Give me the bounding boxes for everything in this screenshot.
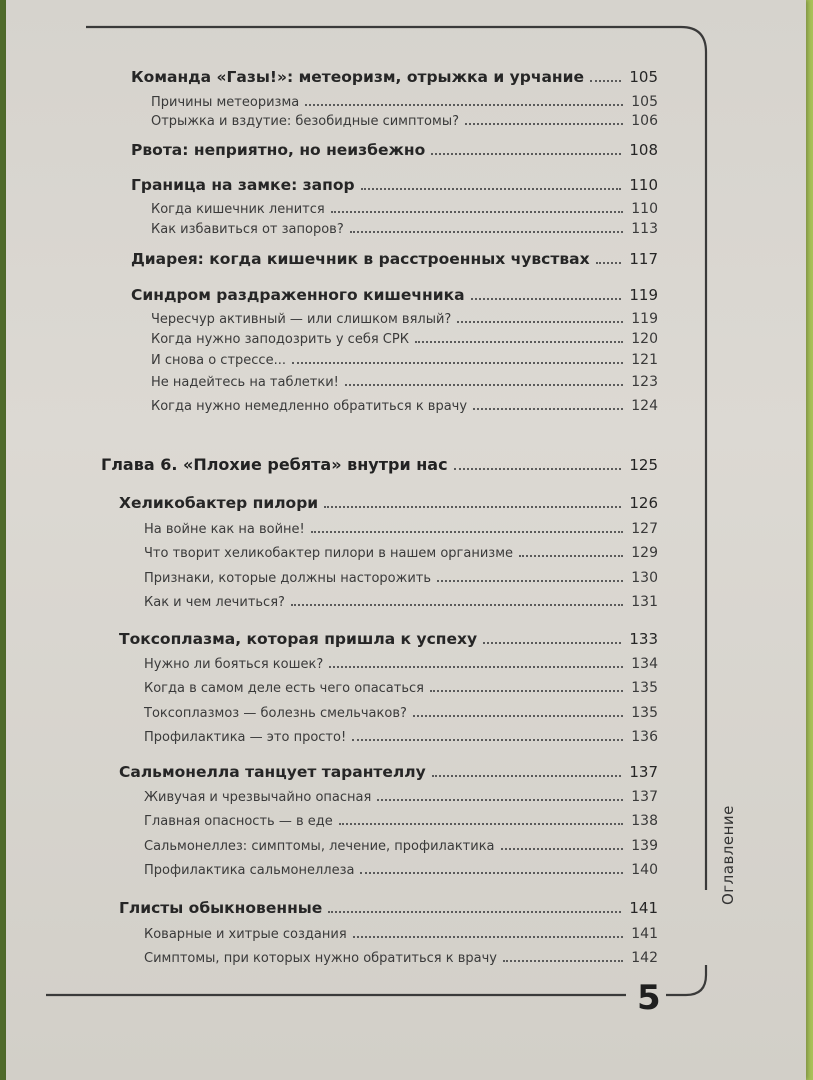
dot-leader	[432, 775, 622, 777]
dot-leader	[596, 262, 622, 264]
toc-subsection	[144, 521, 658, 537]
toc-title: Главная опасность — в еде	[144, 814, 333, 829]
toc-subsection	[144, 862, 658, 878]
toc-page-number: 139	[631, 838, 658, 854]
toc-title: Сальмонеллез: симптомы, лечение, профилактика	[144, 839, 495, 854]
toc-page-number: 110	[631, 201, 658, 217]
toc-page-number: 125	[629, 456, 658, 474]
book-page	[6, 0, 806, 1080]
dot-leader	[454, 468, 622, 470]
dot-leader	[503, 960, 623, 962]
toc-page-number: 135	[631, 705, 658, 721]
page-number: 5	[637, 978, 661, 1018]
toc-title: Когда кишечник ленится	[151, 202, 325, 217]
toc-subsection	[144, 926, 658, 942]
toc-title: Как избавиться от запоров?	[151, 222, 344, 237]
toc-page-number: 129	[631, 545, 658, 561]
toc-page-number: 113	[631, 221, 658, 237]
dot-leader	[353, 936, 624, 938]
toc-page-number: 119	[631, 311, 658, 327]
toc-subsection	[151, 374, 658, 390]
toc-subsection	[151, 398, 658, 414]
toc-title: Симптомы, при которых нужно обратиться к врачу	[144, 951, 497, 966]
dot-leader	[415, 341, 623, 343]
toc-page-number: 110	[629, 176, 658, 194]
toc-title: Когда нужно заподозрить у себя СРК	[151, 332, 409, 347]
dot-leader	[329, 666, 623, 668]
dot-leader	[352, 739, 623, 741]
dot-leader	[311, 531, 624, 533]
toc-title: Диарея: когда кишечник в расстроенных чувствах	[131, 250, 590, 268]
dot-leader	[360, 872, 623, 874]
toc-title: Профилактика — это просто!	[144, 730, 347, 745]
toc-title: Глава 6. «Плохие ребята» внутри нас	[101, 455, 448, 474]
toc-page-number: 105	[629, 68, 658, 86]
toc-section	[119, 494, 658, 512]
toc-subsection	[144, 950, 658, 966]
dot-leader	[328, 911, 621, 913]
toc-title: Синдром раздраженного кишечника	[131, 286, 465, 304]
dot-leader	[483, 642, 621, 644]
toc-page-number: 138	[631, 813, 658, 829]
toc-title: Сальмонелла танцует тарантеллу	[119, 763, 426, 781]
toc-page-number: 123	[631, 374, 658, 390]
toc-page-number: 124	[631, 398, 658, 414]
toc-page-number: 131	[631, 594, 658, 610]
toc-page-number: 140	[631, 862, 658, 878]
toc-subsection	[144, 705, 658, 721]
toc-subsection	[151, 311, 658, 327]
dot-leader	[291, 604, 623, 606]
dot-leader	[519, 555, 623, 557]
toc-section	[131, 286, 658, 304]
toc-section	[119, 763, 658, 781]
dot-leader	[431, 153, 621, 155]
toc-title: Команда «Газы!»: метеоризм, отрыжка и урчание	[131, 68, 585, 86]
toc-subsection	[144, 570, 658, 586]
toc-page-number: 105	[631, 94, 658, 110]
toc-section	[119, 630, 658, 648]
toc-section	[131, 250, 658, 268]
toc-title: Нужно ли бояться кошек?	[144, 657, 324, 672]
page-frame	[6, 0, 806, 1080]
toc-page-number: 141	[629, 899, 658, 917]
toc-page-number: 119	[629, 286, 658, 304]
toc-subsection	[151, 201, 658, 217]
toc-page-number: 141	[631, 926, 658, 942]
toc-subsection	[144, 813, 658, 829]
toc-title: И снова о стрессе...	[151, 353, 286, 368]
toc-page-number: 106	[631, 113, 658, 129]
toc-page-number: 126	[629, 494, 658, 512]
dot-leader	[305, 104, 623, 106]
dot-leader	[430, 690, 623, 692]
toc-page-number: 135	[631, 680, 658, 696]
toc-title: Глисты обыкновенные	[119, 899, 323, 917]
toc-section	[131, 68, 658, 86]
toc-page-number: 142	[631, 950, 658, 966]
toc-page-number: 117	[629, 250, 658, 268]
dot-leader	[361, 188, 622, 190]
toc-title: Когда в самом деле есть чего опасаться	[144, 681, 424, 696]
toc-page-number: 127	[631, 521, 658, 537]
toc-page-number: 120	[631, 331, 658, 347]
toc-title: Что творит хеликобактер пилори в нашем организме	[144, 546, 514, 561]
toc-title: На войне как на войне!	[144, 522, 305, 537]
toc-section	[119, 899, 658, 917]
dot-leader	[331, 211, 624, 213]
dot-leader	[350, 231, 624, 233]
dot-leader	[345, 384, 623, 386]
toc-page-number: 137	[629, 763, 658, 781]
dot-leader	[377, 799, 623, 801]
toc-subsection	[151, 221, 658, 237]
dot-leader	[471, 298, 622, 300]
toc-title: Не надейтесь на таблетки!	[151, 375, 339, 390]
dot-leader	[465, 123, 623, 125]
toc-page-number: 130	[631, 570, 658, 586]
toc-page-number: 133	[629, 630, 658, 648]
toc-subsection	[144, 838, 658, 854]
dot-leader	[324, 506, 621, 508]
toc-subsection	[144, 656, 658, 672]
toc-title: Признаки, которые должны насторожить	[144, 571, 431, 586]
toc-chapter	[101, 455, 658, 474]
dot-leader	[339, 823, 624, 825]
toc-subsection	[144, 729, 658, 745]
toc-title: Чересчур активный — или слишком вялый?	[151, 312, 452, 327]
toc-title: Рвота: неприятно, но неизбежно	[131, 141, 426, 159]
toc-title: Токсоплазмоз — болезнь смельчаков?	[144, 706, 407, 721]
toc-section	[131, 141, 658, 159]
dot-leader	[437, 580, 623, 582]
toc-title: Живучая и чрезвычайно опасная	[144, 790, 372, 805]
toc-title: Причины метеоризма	[151, 95, 300, 110]
toc-title: Отрыжка и вздутие: безобидные симптомы?	[151, 114, 459, 129]
dot-leader	[590, 80, 621, 82]
dot-leader	[413, 715, 623, 717]
toc-title: Коварные и хитрые создания	[144, 927, 347, 942]
toc-title: Граница на замке: запор	[131, 176, 355, 194]
toc-subsection	[151, 94, 658, 110]
toc-page-number: 134	[631, 656, 658, 672]
toc-title: Профилактика сальмонеллеза	[144, 863, 355, 878]
toc-subsection	[144, 680, 658, 696]
dot-leader	[473, 408, 623, 410]
toc-subsection	[151, 113, 658, 129]
section-label: Оглавление	[719, 805, 737, 905]
dot-leader	[292, 362, 623, 364]
toc-subsection	[144, 789, 658, 805]
toc-subsection	[151, 331, 658, 347]
toc-page-number: 108	[629, 141, 658, 159]
toc-title: Токсоплазма, которая пришла к успеху	[119, 630, 478, 648]
toc-subsection	[144, 545, 658, 561]
toc-subsection	[144, 594, 658, 610]
dot-leader	[501, 848, 624, 850]
toc-page-number: 137	[631, 789, 658, 805]
dot-leader	[457, 321, 623, 323]
toc-section	[131, 176, 658, 194]
toc-page-number: 121	[631, 352, 658, 368]
toc-title: Когда нужно немедленно обратиться к врачу	[151, 399, 468, 414]
toc-subsection	[151, 352, 658, 368]
toc-title: Как и чем лечиться?	[144, 595, 285, 610]
toc-page-number: 136	[631, 729, 658, 745]
toc-title: Хеликобактер пилори	[119, 494, 319, 512]
